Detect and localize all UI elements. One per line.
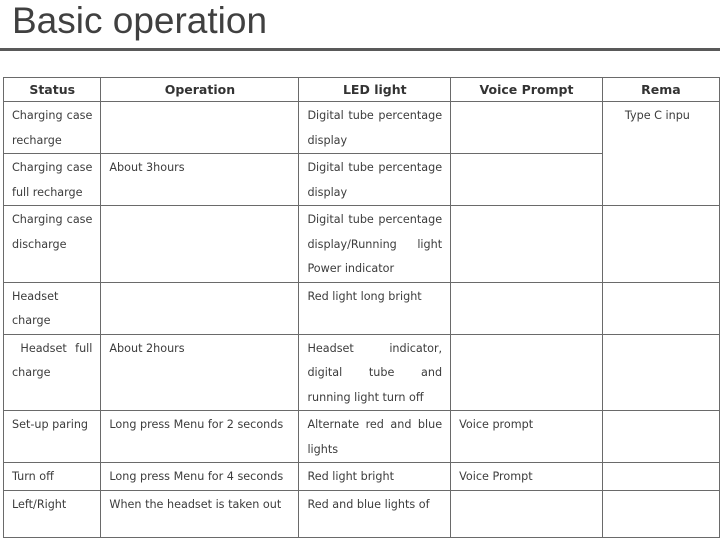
cell-status: Turn off: [4, 463, 101, 491]
table-row: [4, 490, 720, 537]
header-operation: Operation: [101, 78, 299, 102]
cell-led-light: Digital tube percentage display: [299, 102, 451, 154]
table-header-row: [4, 78, 720, 102]
cell-operation: When the headset is taken out: [101, 490, 299, 537]
cell-operation: Long press Menu for 4 seconds: [101, 463, 299, 491]
cell-voice-prompt: [451, 206, 603, 283]
table-row: [4, 411, 720, 463]
table-row: [4, 282, 720, 334]
cell-led-light: Alternate red and blue lights: [299, 411, 451, 463]
cell-led-light: Red light long bright: [299, 282, 451, 334]
table-row: [4, 206, 720, 283]
cell-voice-prompt: Voice prompt: [451, 411, 603, 463]
cell-voice-prompt: [451, 334, 603, 411]
cell-led-light: Red and blue lights of: [299, 490, 451, 537]
cell-led-light: Digital tube percentage display: [299, 154, 451, 206]
cell-status: Charging case full recharge: [4, 154, 101, 206]
cell-remark: Type C inpu: [602, 102, 719, 206]
header-led-light: LED light: [299, 78, 451, 102]
cell-voice-prompt: [451, 282, 603, 334]
cell-voice-prompt: [451, 154, 603, 206]
cell-voice-prompt: [451, 102, 603, 154]
basic-operation-table: [3, 77, 720, 538]
cell-status: Left/Right: [4, 490, 101, 537]
cell-voice-prompt: [451, 490, 603, 537]
cell-remark: [602, 490, 719, 537]
cell-led-light: Digital tube percentage display/Running light Power indicator: [299, 206, 451, 283]
table-row: [4, 102, 720, 154]
cell-led-light: Headset indicator, digital tube and running light turn off: [299, 334, 451, 411]
cell-status: Headset charge: [4, 282, 101, 334]
header-voice-prompt: Voice Prompt: [451, 78, 603, 102]
cell-operation: [101, 206, 299, 283]
cell-status: Charging case discharge: [4, 206, 101, 283]
title-underline: [0, 48, 720, 51]
cell-remark: [602, 282, 719, 334]
cell-operation: [101, 282, 299, 334]
cell-status: Headset full charge: [4, 334, 101, 411]
cell-remark: [602, 334, 719, 411]
cell-operation: About 2hours: [101, 334, 299, 411]
cell-voice-prompt: Voice Prompt: [451, 463, 603, 491]
cell-status: Set-up paring: [4, 411, 101, 463]
cell-operation: Long press Menu for 2 seconds: [101, 411, 299, 463]
header-status: Status: [4, 78, 101, 102]
table-row: [4, 334, 720, 411]
cell-led-light: Red light bright: [299, 463, 451, 491]
cell-remark: [602, 411, 719, 463]
cell-remark: [602, 463, 719, 491]
cell-operation: [101, 102, 299, 154]
table-row: [4, 463, 720, 491]
page-title: Basic operation: [12, 0, 268, 41]
cell-status: Charging case recharge: [4, 102, 101, 154]
header-remark: Rema: [602, 78, 719, 102]
cell-operation: About 3hours: [101, 154, 299, 206]
cell-remark: [602, 206, 719, 283]
